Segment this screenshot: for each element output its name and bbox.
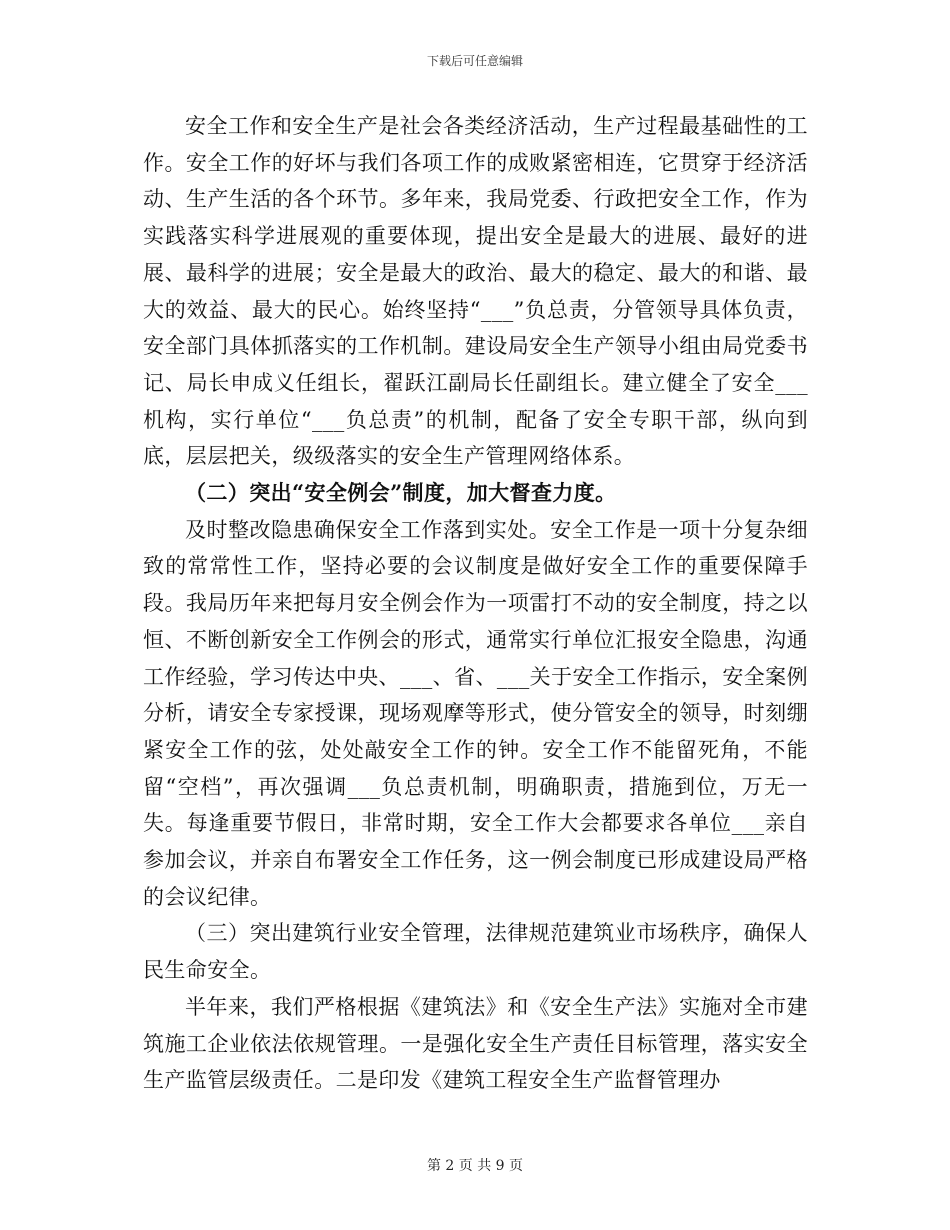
document-body <box>143 108 808 1099</box>
paragraph-construction-management: 半年来，我们严格根据《建筑法》和《安全生产法》实施对全市建筑施工企业依法依规管理。一是强化安全生产责任目标管理，落实安全生产监管层级责任。二是印发《建筑工程安全生产监督管理办 <box>143 994 808 1093</box>
paragraph-safety-meeting: 及时整改隐患确保安全工作落到实处。安全工作是一项十分复杂细致的常常性工作，坚持必要的会议制度是做好安全工作的重要保障手段。我局历年来把每月安全例会作为一项雷打不动的安全制度，持之以恒、不断创新安全工作例会的形式，通常实行单位汇报安全隐患，沟通工作经验，学习传达中央、___、省、___关于安全工作指示，安全案例分析，请安全专家授课，现场观摩等形式，使分管安全的领导，时刻绷紧安全工作的弦，处处敲安全工作的钟。安全工作不能留死角，不能留“空档”，再次强调___负总责机制，明确职责，措施到位，万无一失。每逢重要节假日，非常时期，安全工作大会都要求各单位___亲自参加会议，并亲自布署安全工作任务，这一例会制度已形成建设局严格的会议纪律。 <box>143 517 808 909</box>
page-footer: 第 2 页 共 9 页 <box>426 1158 524 1174</box>
section-heading-construction-safety: （三）突出建筑行业安全管理，法律规范建筑业市场秩序，确保人民生命安全。 <box>143 921 808 983</box>
page-header: 下载后可任意编辑 <box>426 54 523 68</box>
section-heading-safety-meeting: （二）突出“安全例会”制度，加大督查力度。 <box>185 480 617 506</box>
paragraph-safety-overview: 安全工作和安全生产是社会各类经济活动，生产过程最基础性的工作。安全工作的好坏与我们各项工作的成败紧密相连，它贯穿于经济活动、生产生活的各个环节。多年来，我局党委、行政把安全工作，作为实践落实科学进展观的重要体现，提出安全是最大的进展、最好的进展、最科学的进展；安全是最大的政治、最大的稳定、最大的和谐、最大的效益、最大的民心。始终坚持“___”负总责，分管领导具体负责，安全部门具体抓落实的工作机制。建设局安全生产领导小组由局党委书记、局长申成义任组长，翟跃江副局长任副组长。建立健全了安全___机构，实行单位“___负总责”的机制，配备了安全专职干部，纵向到底，层层把关，级级落实的安全生产管理网络体系。 <box>143 114 808 469</box>
